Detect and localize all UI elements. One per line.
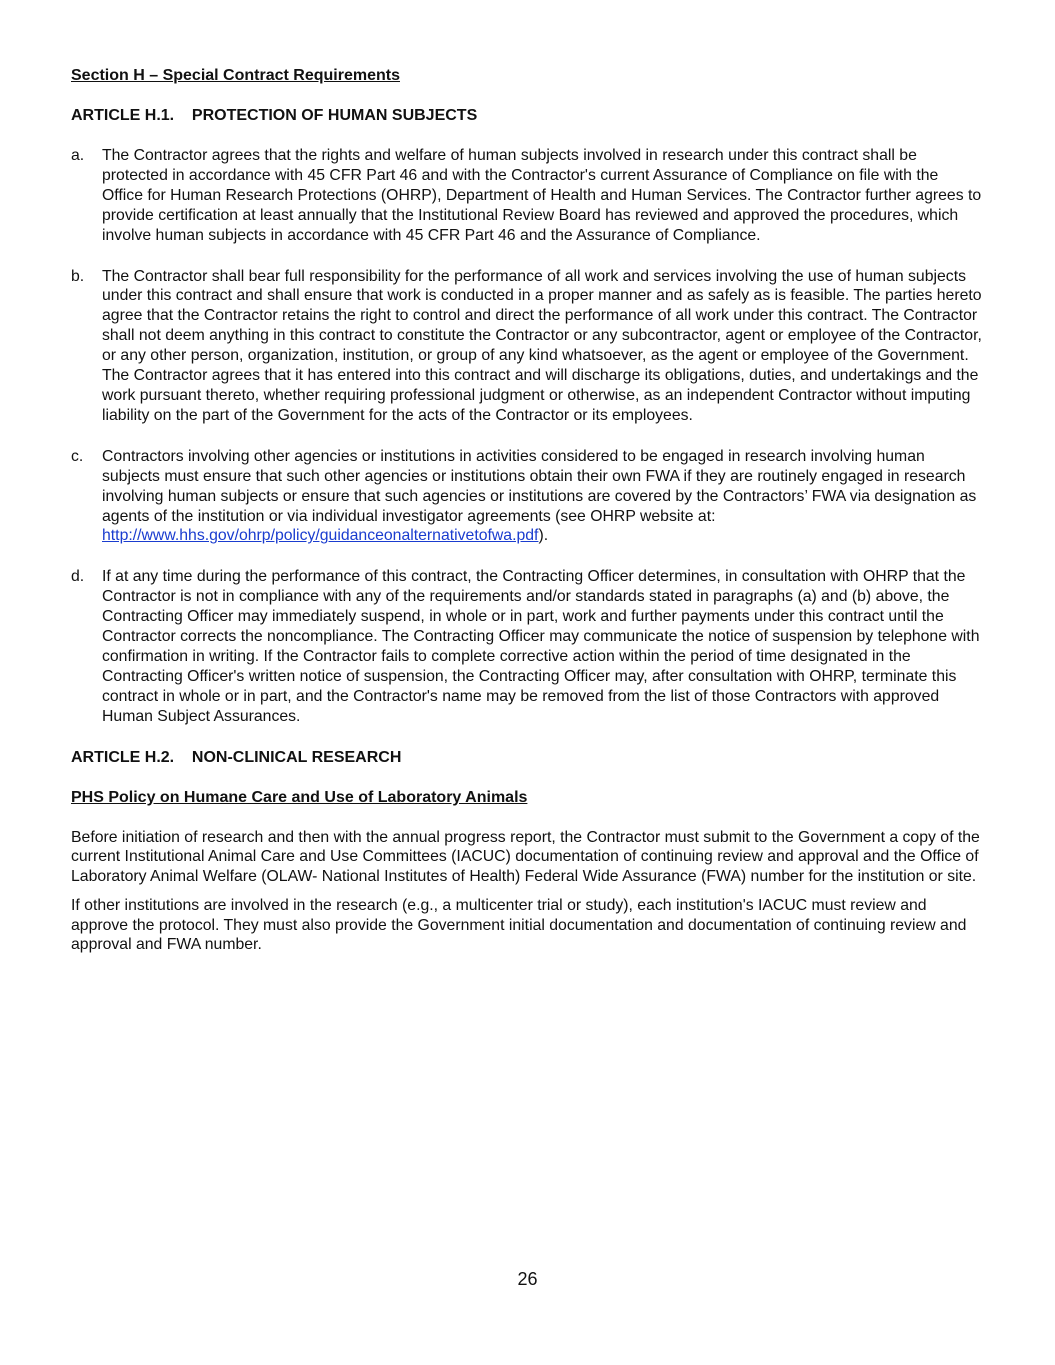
item-marker: a. (71, 147, 85, 164)
paragraph: Before initiation of research and then with the annual progress report, the Contractor must submit to the Government a copy of the current Institutional Animal Care and Use Committees (IACUC) documentation of continuing review and approval and the Office of Laboratory Animal Welfare (OLAW- National Institutes of Health) Federal Wide Assurance (FWA) number for the institution or site. (71, 828, 980, 885)
item-text: The Contractor shall bear full responsibility for the performance of all work and services involving the use of human subjects under this contract and shall ensure that work is conducted in a proper manner and as safely as is feasible. The parties hereto agree that the Contractor retains the right to control and direct the performance of all work under this contract. The Contractor shall not deem anything in this contract to constitute the Contractor or any subcontractor, agent or employee of the Contractor, or any other person, organization, institution, or group of any kind whatsoever, as the agent or employee of the Government. The Contractor agrees that it has entered into this contract and will discharge its obligations, duties, and undertakings and the work pursuant thereto, whether requiring professional judgment or otherwise, as an independent Contractor without imputing liability on the part of the Government for the acts of the Contractor or its employees. (102, 267, 982, 424)
page-number: 26 (517, 1269, 538, 1289)
item-text-after: ). (538, 527, 549, 545)
phs-policy-subtitle: PHS Policy on Humane Care and Use of Laboratory Animals (71, 788, 528, 806)
list-item-c (71, 447, 983, 547)
document-page (71, 66, 983, 965)
list-item-b (71, 267, 983, 426)
list-item-a (71, 146, 983, 246)
list-item-d (71, 567, 983, 726)
item-marker: c. (71, 447, 84, 465)
item-text: If at any time during the performance of this contract, the Contracting Officer determines, in consultation with OHRP that the Contractor is not in compliance with any of the requirements and/or standards stated in paragraphs (a) and (b) above, the Contracting Officer may immediately suspend, in whole or in part, work and further payments under this contract until the Contractor corrects the noncompliance. The Contracting Officer may communicate the notice of suspension by telephone with confirmation in writing. If the Contractor fails to complete corrective action within the period of time designated in the Contracting Officer's written notice of suspension, the Contracting Officer may, after consultation with OHRP, terminate this contract in whole or in part, and the Contractor's name may be removed from the list of those Contractors with approved Human Subject Assurances. (102, 568, 980, 725)
item-marker: b. (71, 267, 85, 285)
article-h2-title: ARTICLE H.2. NON-CLINICAL RESEARCH (71, 748, 402, 766)
ohrp-guidance-link[interactable]: http://www.hhs.gov/ohrp/policy/guidanceonalternativetofwa.pdf (102, 527, 539, 545)
article-h1-title: ARTICLE H.1. PROTECTION OF HUMAN SUBJECTS (71, 107, 478, 124)
item-text: Contractors involving other agencies or institutions in activities considered to be engaged in research involving human subjects must ensure that such other agencies or institutions obtain their own FWA if they are routinely engaged in research involving human subjects or ensure that such agencies or institutions are covered by the Contractors’ FWA via designation as agents of the institution or via individual investigator agreements (see OHRP website at: (102, 447, 977, 525)
paragraph: If other institutions are involved in the research (e.g., a multicenter trial or study), each institution's IACUC must review and approve the protocol. They must also provide the Government initial documentation and documentation of continuing review and approval and FWA number. (71, 897, 967, 954)
item-text: The Contractor agrees that the rights and welfare of human subjects involved in research under this contract shall be protected in accordance with 45 CFR Part 46 and with the Contractor's current Assurance of Compliance on file with the Office for Human Research Protections (OHRP), Department of Health and Human Services. The Contractor further agrees to provide certification at least annually that the Institutional Review Board has reviewed and approved the procedures, which involve human subjects in accordance with 45 CFR Part 46 and the Assurance of Compliance. (102, 147, 982, 244)
item-marker: d. (71, 568, 85, 586)
section-title: Section H – Special Contract Requirements (71, 67, 400, 84)
